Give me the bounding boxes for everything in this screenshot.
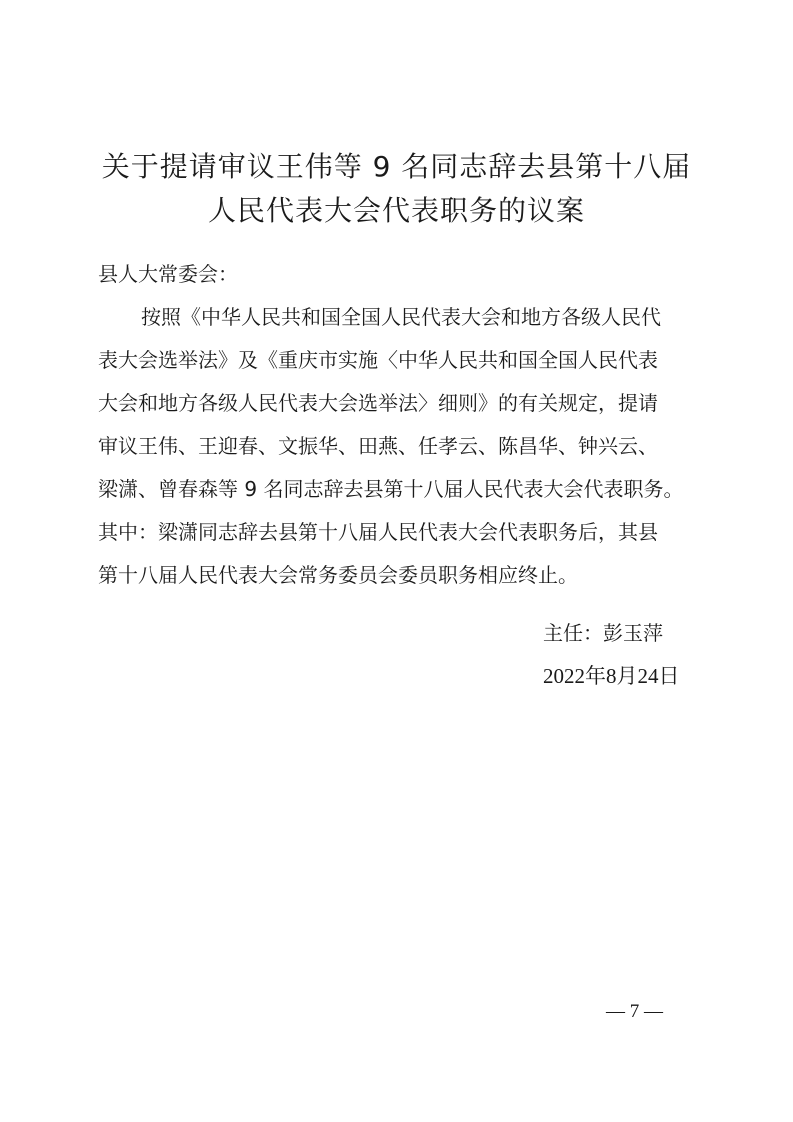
signature-role: 主任：彭玉萍 [543,621,663,645]
document-title-line-1: 关于提请审议王伟等 9 名同志辞去县第十八届 [101,150,692,183]
body-line-2: 表大会选举法》及《重庆市实施〈中华人民共和国全国人民代表 [98,348,658,372]
page-number: — 7 — [606,1001,663,1022]
body-line-4: 审议王伟、王迎春、文振华、田燕、任孝云、陈昌华、钟兴云、 [98,434,658,458]
body-line-7: 第十八届人民代表大会常务委员会委员职务相应终止。 [98,563,578,587]
body-line-6: 其中：梁潇同志辞去县第十八届人民代表大会代表职务后，其县 [98,520,658,544]
body-line-5: 梁潇、曾春森等 9 名同志辞去县第十八届人民代表大会代表职务。 [98,477,684,501]
salutation: 县人大常委会： [98,262,238,286]
body-line-3: 大会和地方各级人民代表大会选举法〉细则》的有关规定，提请 [98,391,658,415]
document-title-line-2: 人民代表大会代表职务的议案 [207,194,585,227]
signature-date: 2022年8月24日 [543,664,680,688]
body-line-1: 按照《中华人民共和国全国人民代表大会和地方各级人民代 [141,305,661,329]
